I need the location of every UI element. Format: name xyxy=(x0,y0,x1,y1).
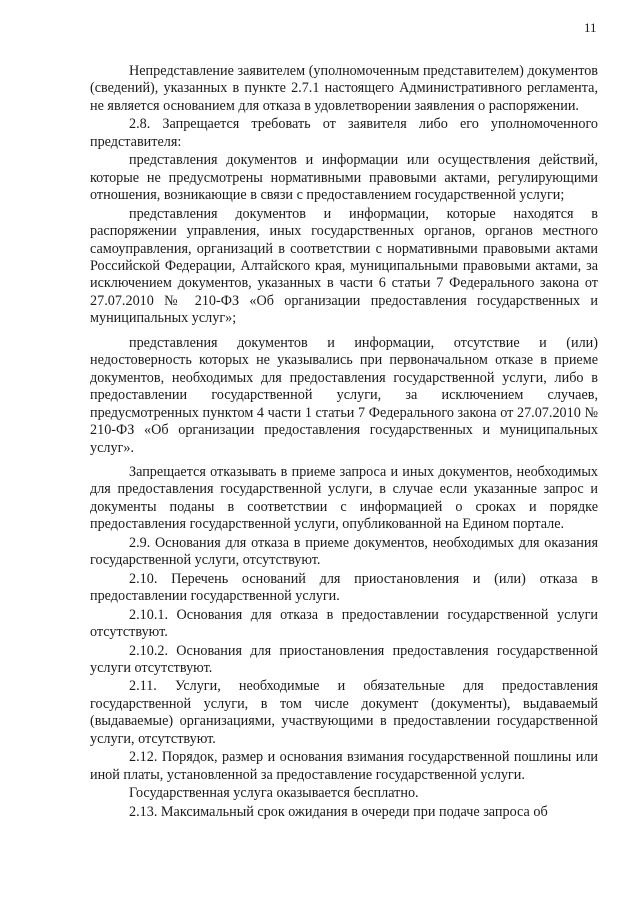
paragraph: Непредставление заявителем (уполномоченным представителем) документов (сведений), указанных в пункте 2.7.1 настоящего Административного регламента, не является основанием для отказа в удовлетворении заявления о распоряжении. xyxy=(90,63,598,114)
paragraph: 2.11. Услуги, необходимые и обязательные для предоставления государственной услуги, в том числе документ (документы), выдаваемый (выдаваемые) организациями, участвующими в предоставлении государственной услуги, отсутствуют. xyxy=(90,678,598,747)
paragraph: 2.12. Порядок, размер и основания взимания государственной пошлины или иной платы, установленной за предоставление государственной услуги. xyxy=(90,749,598,783)
paragraph: Государственная услуга оказывается бесплатно. xyxy=(129,785,419,802)
paragraph: 2.10.1. Основания для отказа в предоставлении государственной услуги отсутствуют. xyxy=(90,606,598,641)
paragraph: 2.8. Запрещается требовать от заявителя либо его уполномоченного представителя: xyxy=(90,116,598,150)
paragraph: представления документов и информации, которые находятся в распоряжении управления, иных государственных органов, органов местного самоуправления, организаций в соответствии с нормативными правовыми актами Российской Федерации, Алтайского края, муниципальными правовыми актами, за исключением документов, указанных в части 6 статьи 7 Федерального закона от 27.07.2010 № 210-ФЗ «Об организации предоставления государственных и муниципальных услуг»; xyxy=(90,205,598,327)
paragraph: 2.10.2. Основания для приостановления предоставления государственной услуги отсутствуют. xyxy=(90,642,598,676)
document-body xyxy=(90,63,598,821)
paragraph: Запрещается отказывать в приеме запроса и иных документов, необходимых для предоставления государственной услуги, в случае если указанные запрос и документы поданы в соответствии с информацией о сроках и порядке предоставления государственной услуги, опубликованной на Едином портале. xyxy=(90,463,598,533)
paragraph: 2.10. Перечень оснований для приостановления и (или) отказа в предоставлении государственной услуги. xyxy=(90,570,598,605)
paragraph: 2.9. Основания для отказа в приеме документов, необходимых для оказания государственной услуги, отсутствуют. xyxy=(90,534,598,569)
paragraph: 2.13. Максимальный срок ожидания в очереди при подаче запроса об xyxy=(129,803,548,820)
paragraph: представления документов и информации, отсутствие и (или) недостоверность которых не указывались при первоначальном отказе в приеме документов, необходимых для предоставления государственной услуги, либо в предоставлении государственной услуги, за исключением случаев, предусмотренных пунктом 4 части 1 статьи 7 Федерального закона от 27.07.2010 № 210-ФЗ «Об организации предоставления государственных и муниципальных услуг». xyxy=(90,334,598,456)
paragraph: представления документов и информации или осуществления действий, которые не предусмотрены нормативными правовыми актами, регулирующими отношения, возникающие в связи с предоставлением государственной услуги; xyxy=(90,152,598,204)
page-number: 11 xyxy=(584,20,597,35)
